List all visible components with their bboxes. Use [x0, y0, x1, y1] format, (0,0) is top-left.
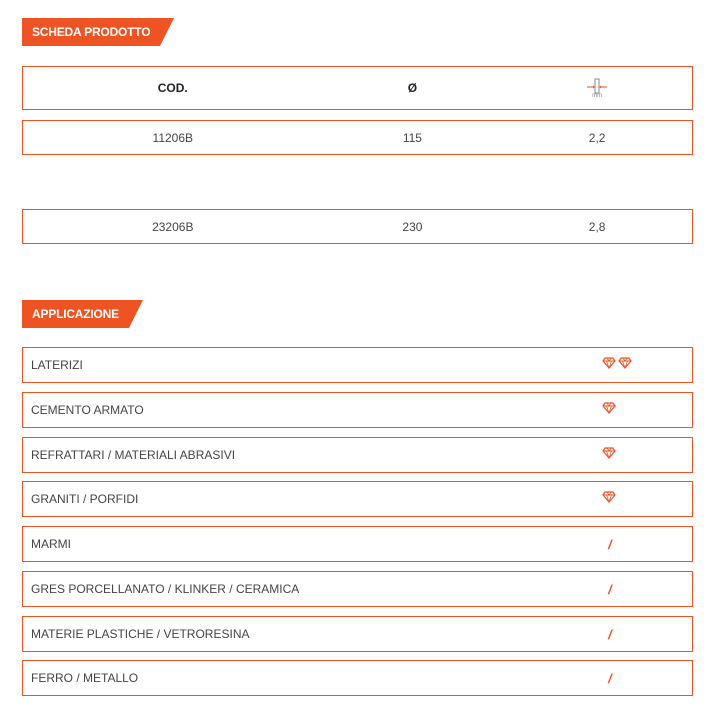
not-suitable-mark: /: [608, 626, 612, 642]
diamond-icon: [602, 446, 616, 464]
diamond-icon: [618, 356, 632, 374]
diamond-icon: [602, 356, 616, 374]
product-thickness: 2,8: [588, 219, 606, 234]
application-row: [22, 616, 693, 652]
application-label: FERRO / METALLO: [31, 671, 139, 685]
thickness-icon: [586, 78, 608, 99]
product-code: 11206B: [152, 130, 194, 145]
thickness-header: [502, 78, 692, 99]
diamond-icon: [602, 401, 616, 419]
application-rating: [582, 537, 692, 552]
application-rating: [582, 401, 692, 419]
product-code: 23206B: [152, 219, 194, 234]
application-rating: [582, 671, 692, 686]
thickness-unit: mm: [592, 92, 603, 99]
not-suitable-mark: /: [608, 536, 612, 552]
application-label: CEMENTO ARMATO: [31, 403, 144, 417]
diamond-icon: [602, 490, 616, 508]
application-rating: [582, 627, 692, 642]
application-row: [22, 347, 693, 383]
application-label: GRANITI / PORFIDI: [31, 492, 139, 506]
application-label: MARMI: [31, 537, 71, 551]
application-rating: [582, 356, 692, 374]
code-header: COD.: [157, 81, 188, 95]
product-row: [22, 120, 693, 155]
application-rating: [582, 490, 692, 508]
application-title: APPLICAZIONE: [22, 300, 129, 328]
application-row: [22, 437, 693, 473]
application-label: LATERIZI: [31, 358, 83, 372]
product-sheet-tag: [22, 18, 174, 46]
product-diameter: 115: [402, 130, 422, 145]
application-row: [22, 392, 693, 428]
application-row: [22, 481, 693, 517]
application-rating: [582, 446, 692, 464]
product-diameter: 230: [402, 219, 423, 234]
application-row: [22, 526, 693, 562]
application-label: GRES PORCELLANATO / KLINKER / CERAMICA: [31, 582, 300, 596]
not-suitable-mark: /: [608, 670, 612, 686]
application-row: [22, 571, 693, 607]
application-label: REFRATTARI / MATERIALI ABRASIVI: [31, 448, 236, 462]
product-thickness: 2,2: [588, 130, 606, 145]
product-sheet-title: SCHEDA PRODOTTO: [22, 18, 160, 46]
application-rating: [582, 582, 692, 597]
not-suitable-mark: /: [608, 581, 612, 597]
application-tag: [22, 300, 143, 328]
application-label: MATERIE PLASTICHE / VETRORESINA: [31, 627, 250, 641]
product-row: [22, 209, 693, 244]
diameter-header: Ø: [407, 81, 418, 95]
product-table-header: [22, 66, 693, 110]
application-row: [22, 660, 693, 696]
